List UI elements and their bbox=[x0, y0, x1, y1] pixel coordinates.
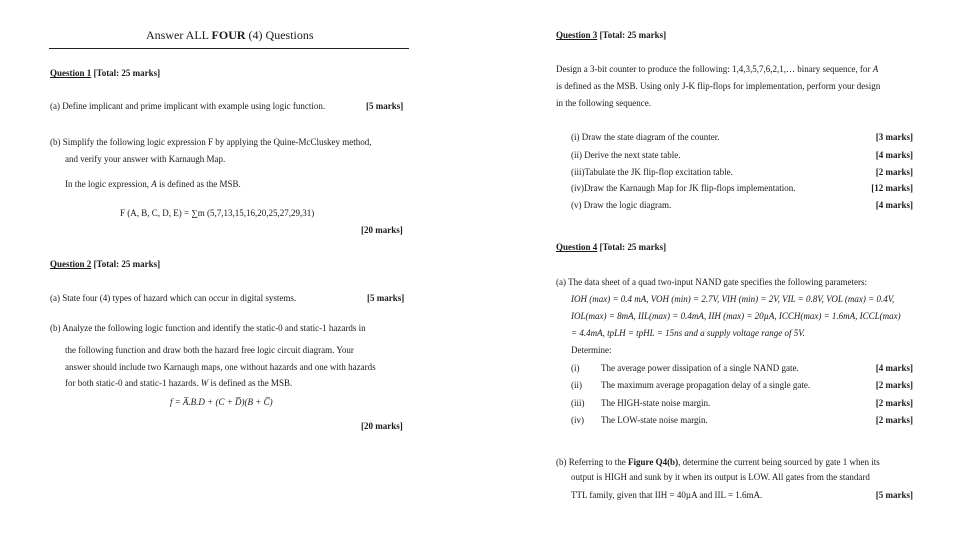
q1-expression: F (A, B, C, D, E) = ∑m (5,7,13,15,16,20,25,27,29,31) bbox=[120, 208, 315, 218]
q3-item-3: (iii)Tabulate the JK flip-flop excitation table. bbox=[571, 167, 733, 177]
q3-item-3-marks: [2 marks] bbox=[875, 167, 913, 177]
q4-part-a-line4: = 4.4mA, tpLH = tpHL = 15ns and a supply voltage range of 5V. bbox=[571, 328, 805, 338]
q1-total: [Total: 25 marks] bbox=[91, 68, 161, 78]
q2-b-marks: [20 marks] bbox=[361, 421, 403, 431]
q3-title: Question 3 bbox=[556, 30, 598, 40]
q3-item-5: (v) Draw the logic diagram. bbox=[571, 200, 672, 210]
q2-heading bbox=[50, 259, 160, 269]
q4-item-3-num: (iii) bbox=[571, 398, 585, 408]
q2-part-b-line2: the following function and draw both the hazard free logic circuit diagram. Your bbox=[65, 345, 354, 355]
q4-part-a-line3: IOL(max) = 8mA, IIL(max) = 0.4mA, IIH (max) = 20µA, ICCH(max) = 1.6mA, ICCL(max) bbox=[571, 311, 901, 321]
q3-item-4: (iv)Draw the Karnaugh Map for JK flip-flops implementation. bbox=[571, 183, 796, 193]
q4-part-b-line1: (b) Referring to the Figure Q4(b), determine the current being sourced by gate 1 when its bbox=[556, 457, 880, 467]
q4-part-a-line2: IOH (max) = 0.4 mA, VOH (min) = 2.7V, VIH (min) = 2V, VIL = 0.8V, VOL (max) = 0.4V, bbox=[571, 294, 895, 304]
q4-determine: Determine: bbox=[571, 345, 612, 355]
q1-heading bbox=[50, 68, 160, 78]
q2-title: Question 2 bbox=[50, 259, 92, 269]
q2-expression: f = A̅.B.D + (C + D̅)(B + C̅) bbox=[170, 397, 273, 407]
q3-item-1-marks: [3 marks] bbox=[875, 132, 913, 142]
q4-item-1-num: (i) bbox=[571, 363, 580, 373]
q4-item-2-num: (ii) bbox=[571, 380, 582, 390]
header-text: Answer ALL bbox=[146, 28, 212, 42]
q4-part-a-line1: (a) The data sheet of a quad two-input NAND gate specifies the following parameters: bbox=[556, 277, 867, 287]
q1-a-marks: [5 marks] bbox=[366, 101, 404, 111]
right-page bbox=[490, 0, 966, 559]
q4-item-1-marks: [4 marks] bbox=[875, 363, 913, 373]
q2-a-marks: [5 marks] bbox=[367, 293, 405, 303]
q4-total: [Total: 25 marks] bbox=[597, 242, 667, 252]
header-rule bbox=[49, 48, 409, 49]
header-text-end: (4) Questions bbox=[245, 28, 314, 42]
q3-item-2: (ii) Derive the next state table. bbox=[571, 150, 681, 160]
q4-item-4-num: (iv) bbox=[571, 415, 584, 425]
q2-part-a: (a) State four (4) types of hazard which can occur in digital systems. bbox=[50, 293, 297, 303]
q2-total: [Total: 25 marks] bbox=[91, 259, 161, 269]
q4-item-4: The LOW-state noise margin. bbox=[601, 415, 708, 425]
q3-item-2-marks: [4 marks] bbox=[875, 150, 913, 160]
q1-part-b-line3: In the logic expression, A is defined as the MSB. bbox=[65, 179, 241, 189]
q2-part-b-line3: answer should include two Karnaugh maps, one without hazards and one with hazards bbox=[65, 362, 376, 372]
q4-heading bbox=[556, 242, 666, 252]
q3-total: [Total: 25 marks] bbox=[597, 30, 667, 40]
q4-part-b-line2: output is HIGH and sunk by it when its output is LOW. All gates from the standard bbox=[571, 472, 870, 482]
header-bold: FOUR bbox=[211, 28, 246, 42]
q3-intro-line3: in the following sequence. bbox=[556, 98, 651, 108]
q4-title: Question 4 bbox=[556, 242, 598, 252]
q2-part-b-line1: (b) Analyze the following logic function and identify the static-0 and static-1 hazards in bbox=[50, 323, 366, 333]
q3-intro-line2: is defined as the MSB. Using only J-K flip-flops for implementation, perform your design bbox=[556, 81, 881, 91]
q4-item-2: The maximum average propagation delay of a single gate. bbox=[601, 380, 811, 390]
q2-part-b-line4: for both static-0 and static-1 hazards. W is defined as the MSB. bbox=[65, 378, 293, 388]
q4-item-4-marks: [2 marks] bbox=[875, 415, 913, 425]
q4-item-1: The average power dissipation of a single NAND gate. bbox=[601, 363, 799, 373]
q1-title: Question 1 bbox=[50, 68, 92, 78]
q1-b-marks: [20 marks] bbox=[361, 225, 403, 235]
q4-item-3: The HIGH-state noise margin. bbox=[601, 398, 711, 408]
q3-intro-line1: Design a 3-bit counter to produce the following: 1,4,3,5,7,6,2,1,… binary sequence, for A bbox=[556, 64, 879, 74]
q1-part-a: (a) Define implicant and prime implicant with example using logic function. bbox=[50, 101, 326, 111]
q3-item-5-marks: [4 marks] bbox=[875, 200, 913, 210]
page-header bbox=[146, 28, 314, 43]
q1-part-b-line2: and verify your answer with Karnaugh Map. bbox=[65, 154, 226, 164]
q3-item-1: (i) Draw the state diagram of the counter. bbox=[571, 132, 720, 142]
q3-item-4-marks: [12 marks] bbox=[871, 183, 913, 193]
q1-part-b-line1: (b) Simplify the following logic expression F by applying the Quine-McCluskey method, bbox=[50, 137, 372, 147]
q4-part-b-line3: TTL family, given that IIH = 40µA and IIL = 1.6mA. bbox=[571, 490, 763, 500]
left-page bbox=[0, 0, 470, 559]
q4-item-2-marks: [2 marks] bbox=[875, 380, 913, 390]
q4-item-3-marks: [2 marks] bbox=[875, 398, 913, 408]
q3-heading bbox=[556, 30, 666, 40]
q4-b-marks: [5 marks] bbox=[875, 490, 913, 500]
